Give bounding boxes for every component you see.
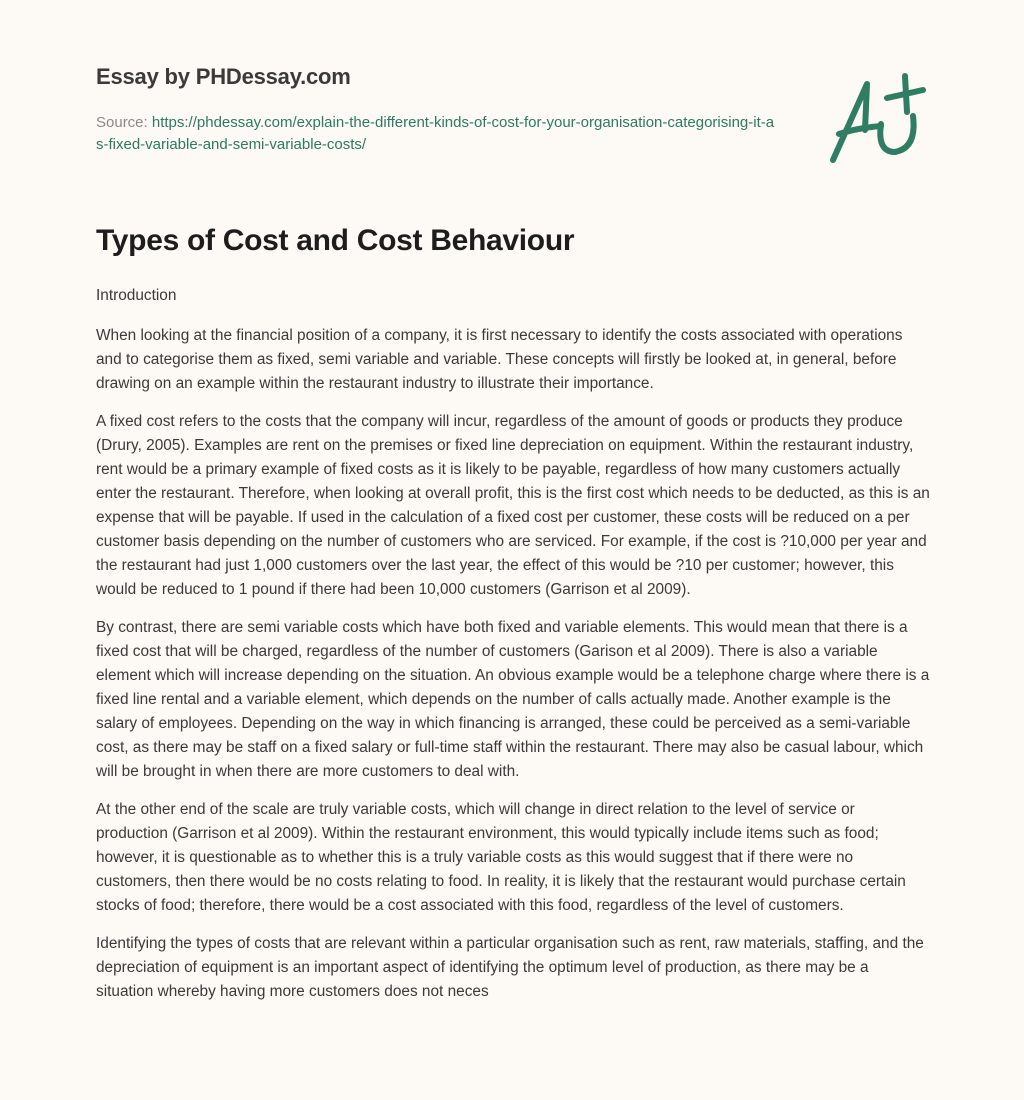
a-plus-grade-icon — [821, 68, 931, 168]
paragraph: When looking at the financial position of a company, it is first necessary to identify the costs associated with operations and to categorise them as fixed, semi variable and variable. These concepts will firstly be looked at, in general, before drawing on an example within the restaurant industry to illustrate their importance. — [96, 327, 903, 392]
article-body — [96, 284, 930, 1018]
paragraph-intro-heading: Introduction — [96, 287, 177, 304]
article-title: Types of Cost and Cost Behaviour — [96, 224, 575, 257]
paragraph: A fixed cost refers to the costs that the company will incur, regardless of the amount of goods or products they produce (Drury, 2005). Examples are rent on the premises or fixed line depreciation on equipment. Within the restaurant industry, rent would be a primary example of fixed costs as it is likely to be payable, regardless of how many customers actually enter the restaurant. Therefore, when looking at overall profit, this is the first cost which needs to be deducted, as this is an expense that will be payable. If used in the calculation of a fixed cost per customer, these costs will be reduced on a per customer basis depending on the number of customers who are serviced. For example, if the cost is ?10,000 per year and the restaurant had just 1,000 customers over the last year, the effect of this would be ?10 per customer; however, this would be reduced to 1 pound if there had been 10,000 customers (Garrison et al 2009). — [96, 413, 930, 598]
brand-title: Essay by PHDessay.com — [96, 64, 351, 89]
source-line — [96, 112, 776, 156]
source-label: Source: — [96, 114, 148, 131]
essay-page — [96, 0, 930, 1000]
page-header — [96, 0, 930, 200]
paragraph: By contrast, there are semi variable costs which have both fixed and variable elements. This would mean that there is a fixed cost that will be charged, regardless of the number of customers (Garison et al 2009). There is also a variable element which will increase depending on the situation. An obvious example would be a telephone charge where there is a fixed line rental and a variable element, which depends on the number of calls actually made. Another example is the salary of employees. Depending on the way in which financing is arranged, these could be perceived as a semi-variable cost, as there may be staff on a fixed salary or full-time staff within the restaurant. There may also be casual labour, which will be brought in when there are more customers to deal with. — [96, 619, 930, 780]
source-link[interactable]: https://phdessay.com/explain-the-different-kinds-of-cost-for-your-organisation-categorising-it-as-fixed-variable-and-semi-variable-costs/ — [96, 114, 775, 153]
paragraph: Identifying the types of costs that are relevant within a particular organisation such as rent, raw materials, staffing, and the depreciation of equipment is an important aspect of identifying the optimum level of production, as there may be a situation whereby having more customers does not neces — [96, 935, 924, 1000]
paragraph: At the other end of the scale are truly variable costs, which will change in direct relation to the level of service or production (Garrison et al 2009). Within the restaurant environment, this would typically include items such as food; however, it is questionable as to whether this is a truly variable costs as this would suggest that if there were no customers, then there would be no costs relating to food. In reality, it is likely that the restaurant would purchase certain stocks of food; therefore, there would be a cost associated with this food, regardless of the level of customers. — [96, 801, 906, 914]
